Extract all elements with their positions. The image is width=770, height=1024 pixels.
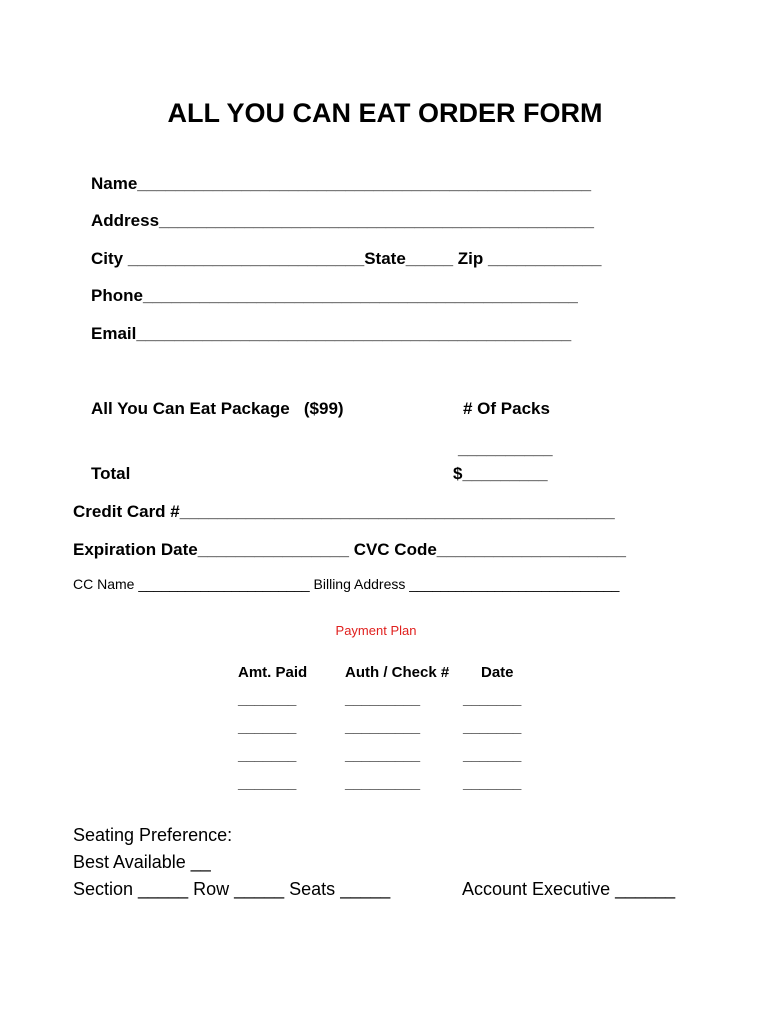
plan-row-4-auth[interactable]: _________ [345,775,421,792]
cc-name-billing-field[interactable]: CC Name ______________________ Billing Address ___________________________ [73,576,620,592]
form-title: ALL YOU CAN EAT ORDER FORM [167,98,603,128]
plan-row-2-auth[interactable]: _________ [345,719,421,736]
plan-header-amt-paid: Amt. Paid [238,664,308,681]
city-state-zip-field[interactable]: City _________________________State_____ Zip ____________ [91,249,602,268]
package-label: All You Can Eat Package ($99) [91,399,344,418]
total-label: Total [91,464,131,483]
plan-row-4-amt[interactable]: _______ [238,775,297,792]
total-field[interactable]: $_________ [453,464,548,483]
plan-row-4-date[interactable]: _______ [463,775,522,792]
section-row-seats-field[interactable]: Section _____ Row _____ Seats _____ [73,879,391,899]
plan-row-2-amt[interactable]: _______ [238,719,297,736]
plan-row-3-amt[interactable]: _______ [238,747,297,764]
plan-row-3-auth[interactable]: _________ [345,747,421,764]
phone-field[interactable]: Phone______________________________________________ [91,286,578,305]
seating-heading: Seating Preference: [73,825,233,845]
best-available-field[interactable]: Best Available __ [73,852,211,872]
plan-header-date: Date [481,664,514,681]
expiration-cvc-field[interactable]: Expiration Date________________ CVC Code____________________ [73,540,626,559]
packs-header: # Of Packs [463,399,550,418]
packs-field[interactable]: __________ [458,439,553,458]
email-field[interactable]: Email______________________________________________ [91,324,572,343]
plan-header-auth-check: Auth / Check # [345,664,450,681]
credit-card-field[interactable]: Credit Card #______________________________________________ [73,502,615,521]
plan-row-1-amt[interactable]: _______ [238,691,297,708]
account-executive-field[interactable]: Account Executive ______ [462,879,676,899]
payment-plan-title: Payment Plan [335,623,417,638]
plan-row-1-date[interactable]: _______ [463,691,522,708]
plan-row-1-auth[interactable]: _________ [345,691,421,708]
name-field[interactable]: Name________________________________________________ [91,174,592,193]
plan-row-3-date[interactable]: _______ [463,747,522,764]
address-field[interactable]: Address______________________________________________ [91,211,594,230]
plan-row-2-date[interactable]: _______ [463,719,522,736]
